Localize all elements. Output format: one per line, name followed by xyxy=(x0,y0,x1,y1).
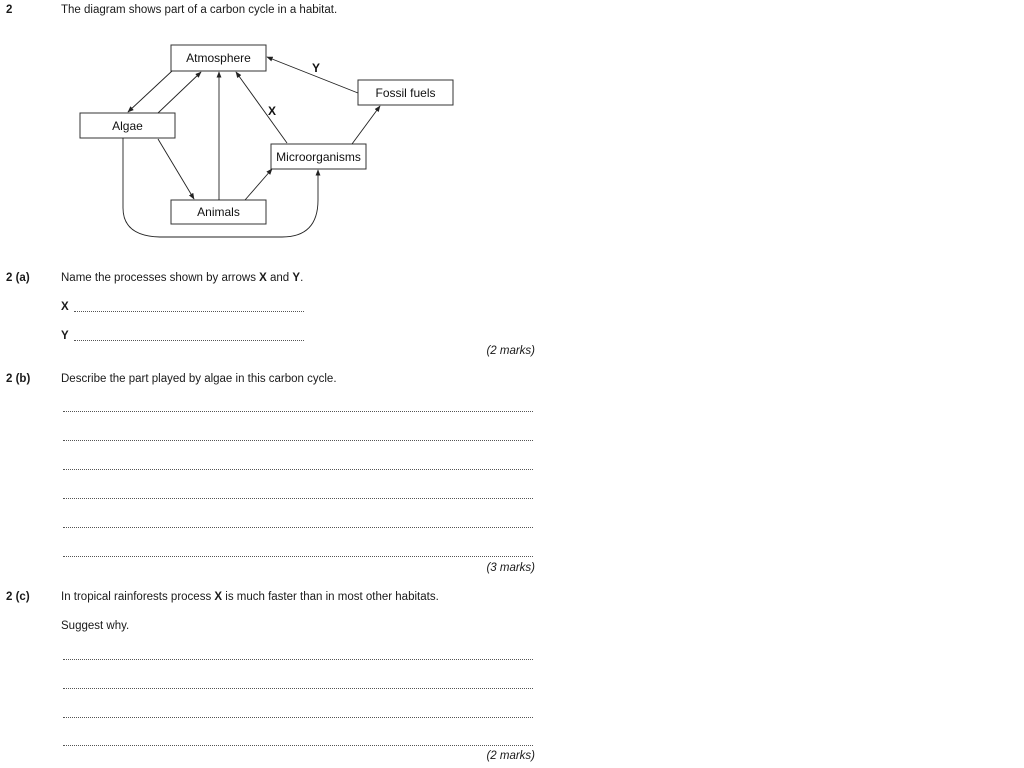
answer-y-label: Y xyxy=(61,330,69,342)
box-fossil-fuels xyxy=(358,80,453,105)
arrow-algae-to-animals xyxy=(158,139,194,199)
part-a-prompt-x: X xyxy=(259,272,267,284)
part-c-marks: (2 marks) xyxy=(486,750,535,762)
box-fossil-fuels-label: Fossil fuels xyxy=(375,86,436,100)
part-c-prompt-rest: is much faster than in most other habitats. xyxy=(222,591,439,603)
answer-x-label: X xyxy=(61,301,69,313)
answer-c-line-4[interactable] xyxy=(63,745,533,746)
question-number: 2 xyxy=(6,4,13,16)
answer-b-line-4[interactable] xyxy=(63,498,533,499)
box-microorganisms xyxy=(271,144,366,169)
question-intro: The diagram shows part of a carbon cycle in a habitat. xyxy=(61,4,338,16)
box-animals xyxy=(171,200,266,224)
part-b-marks: (3 marks) xyxy=(486,562,535,574)
box-atmosphere-label: Atmosphere xyxy=(186,51,251,65)
arrow-x-microorganisms-to-atmosphere xyxy=(236,72,287,143)
part-c-prompt-text: In tropical rainforests process xyxy=(61,591,215,603)
part-c-prompt-2: Suggest why. xyxy=(61,620,130,632)
arrow-animals-to-microorganisms xyxy=(245,169,272,200)
part-b-prompt: Describe the part played by algae in this carbon cycle. xyxy=(61,373,337,385)
part-a-prompt-end: . xyxy=(300,272,304,284)
box-microorganisms-label: Microorganisms xyxy=(276,150,361,164)
answer-b-line-3[interactable] xyxy=(63,469,533,470)
part-a-prompt-y: Y xyxy=(292,272,301,284)
arrow-label-x: X xyxy=(267,104,277,118)
answer-x-line[interactable] xyxy=(74,311,304,312)
answer-b-line-6[interactable] xyxy=(63,556,533,557)
part-a-prompt-and: and xyxy=(266,272,293,284)
answer-b-line-2[interactable] xyxy=(63,440,533,441)
answer-c-line-3[interactable] xyxy=(63,717,533,718)
part-b-label: 2 (b) xyxy=(6,373,31,385)
answer-c-line-1[interactable] xyxy=(63,659,533,660)
part-c-prompt-x: X xyxy=(214,591,223,603)
part-c-prompt xyxy=(61,591,439,603)
part-c-label: 2 (c) xyxy=(6,591,30,603)
box-algae-label: Algae xyxy=(112,119,143,133)
answer-c-line-2[interactable] xyxy=(63,688,533,689)
arrow-microorganisms-to-fossil-fuels xyxy=(352,106,380,144)
carbon-cycle-diagram xyxy=(0,40,470,250)
box-animals-label: Animals xyxy=(197,205,240,219)
box-algae xyxy=(80,113,175,138)
arrow-label-y: Y xyxy=(311,61,321,75)
answer-b-line-5[interactable] xyxy=(63,527,533,528)
answer-y-line[interactable] xyxy=(74,340,304,341)
box-atmosphere xyxy=(171,45,266,71)
part-a-label: 2 (a) xyxy=(6,272,30,284)
part-a-prompt-text: Name the processes shown by arrows xyxy=(61,272,260,284)
part-a-prompt xyxy=(61,272,303,284)
part-a-marks: (2 marks) xyxy=(486,345,535,357)
answer-b-line-1[interactable] xyxy=(63,411,533,412)
